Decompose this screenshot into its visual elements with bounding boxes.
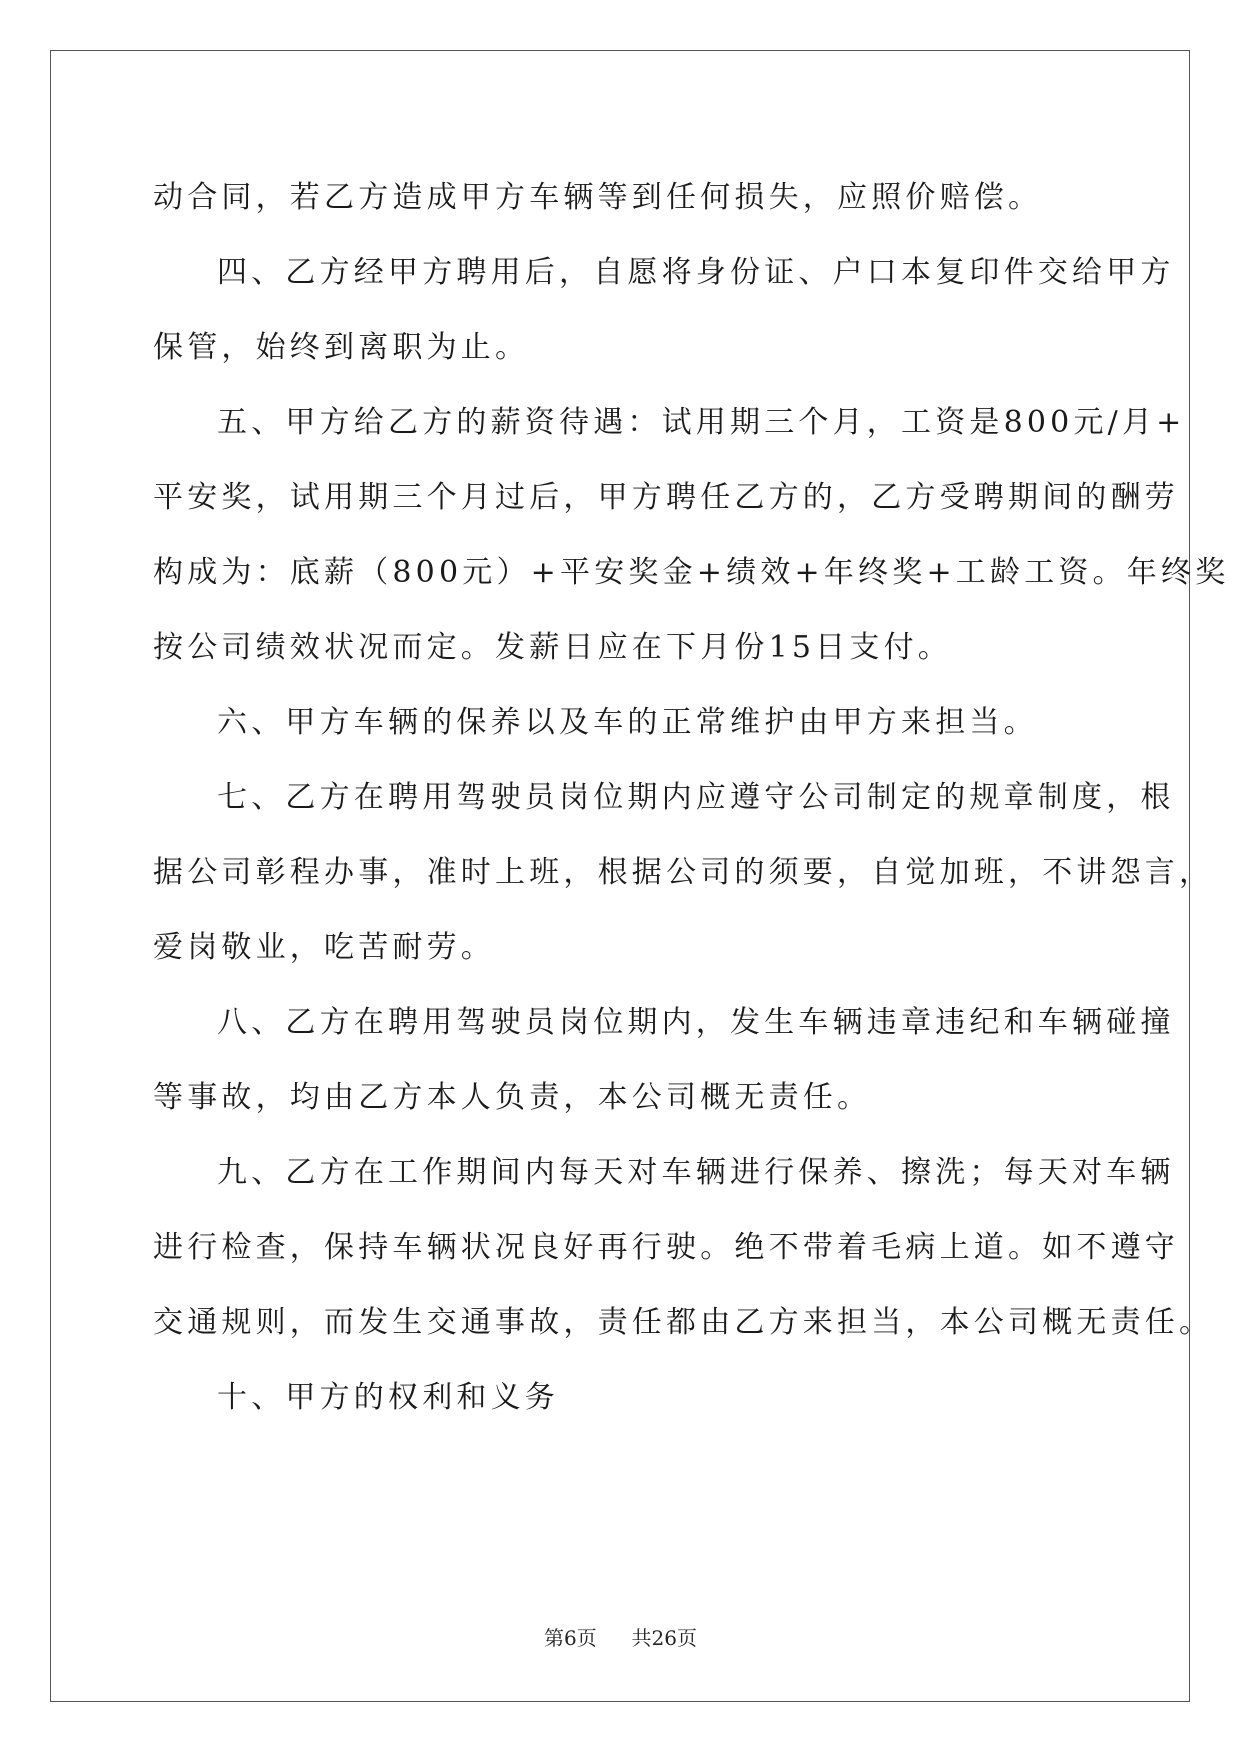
text-line: 九、乙方在工作期间内每天对车辆进行保养、擦洗；每天对车辆 <box>217 1155 1175 1190</box>
text-line: 保管，始终到离职为止。 <box>153 330 530 365</box>
current-page-number: 第6页 <box>544 1626 597 1650</box>
text-line: 平安奖，试用期三个月过后，甲方聘任乙方的，乙方受聘期间的酬劳 <box>153 480 1179 515</box>
text-line: 构成为：底薪（800元）+平安奖金+绩效+年终奖+工龄工资。年终奖 <box>153 555 1230 590</box>
text-line: 五、甲方给乙方的薪资待遇：试用期三个月，工资是800元/月+ <box>217 405 1186 440</box>
text-line: 八、乙方在聘用驾驶员岗位期内，发生车辆违章违纪和车辆碰撞 <box>217 1005 1175 1040</box>
total-page-count: 共26页 <box>631 1626 697 1650</box>
text-line: 动合同，若乙方造成甲方车辆等到任何损失，应照价赔偿。 <box>153 180 1043 215</box>
text-line: 七、乙方在聘用驾驶员岗位期内应遵守公司制定的规章制度，根 <box>217 780 1175 815</box>
text-line: 爱岗敬业，吃苦耐劳。 <box>153 930 495 965</box>
text-line: 四、乙方经甲方聘用后，自愿将身份证、户口本复印件交给甲方 <box>217 255 1175 290</box>
page-number-footer <box>0 1622 1241 1651</box>
text-line: 按公司绩效状况而定。发薪日应在下月份15日支付。 <box>153 630 952 665</box>
text-line: 十、甲方的权利和义务 <box>217 1380 559 1415</box>
text-line: 交通规则，而发生交通事故，责任都由乙方来担当，本公司概无责任。 <box>153 1305 1214 1340</box>
text-line: 据公司彰程办事，准时上班，根据公司的须要，自觉加班，不讲怨言， <box>153 855 1214 890</box>
text-line: 进行检查，保持车辆状况良好再行驶。绝不带着毛病上道。如不遵守 <box>153 1230 1179 1265</box>
document-body <box>153 160 1230 1435</box>
text-line: 六、甲方车辆的保养以及车的正常维护由甲方来担当。 <box>217 705 1038 740</box>
text-line: 等事故，均由乙方本人负责，本公司概无责任。 <box>153 1080 872 1115</box>
